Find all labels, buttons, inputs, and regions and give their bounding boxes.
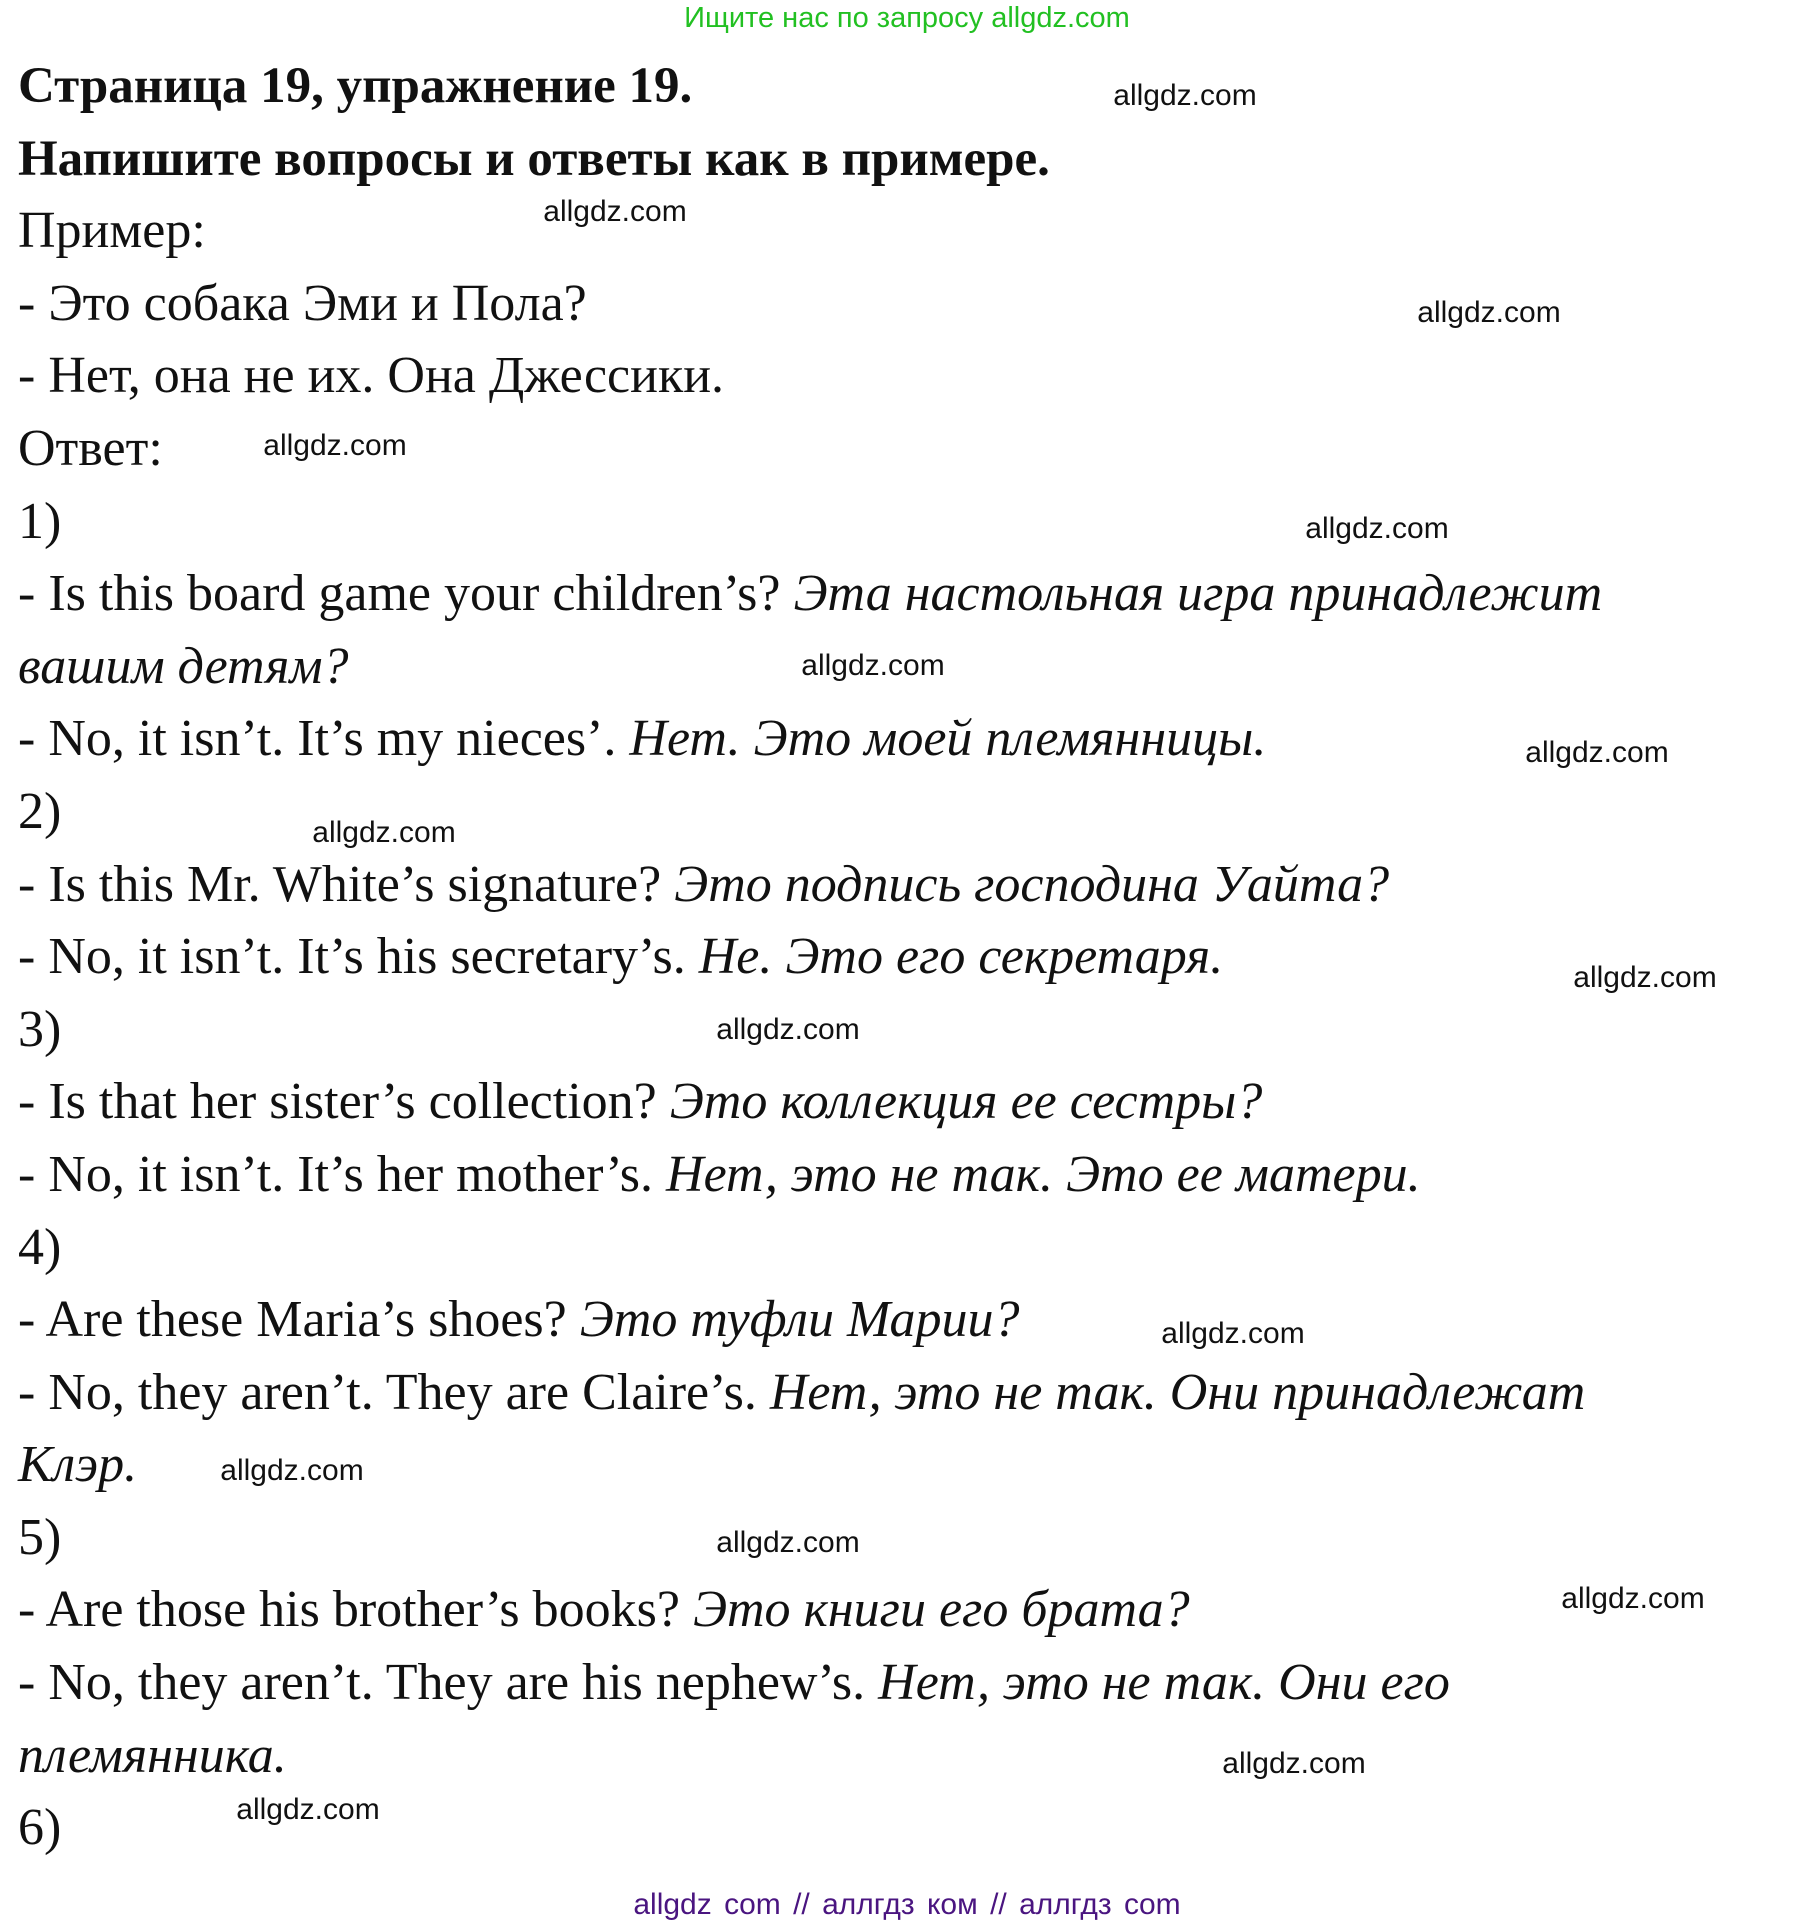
- question-en: - Are these Maria’s shoes?: [18, 1291, 580, 1349]
- item-number: 5): [18, 1508, 62, 1566]
- answer-line: [18, 1357, 1808, 1430]
- watermark: allgdz.com: [716, 1013, 860, 1046]
- item-number: 1): [18, 492, 62, 550]
- answer-ru: Нет, это не так. Это ее матери.: [666, 1145, 1421, 1203]
- watermark: allgdz.com: [1113, 79, 1257, 112]
- watermark: allgdz.com: [1161, 1317, 1305, 1350]
- question-ru: Это книги его брата?: [692, 1581, 1190, 1639]
- answer-line: [18, 921, 1808, 994]
- question-line: [18, 849, 1808, 922]
- watermark: allgdz.com: [543, 195, 687, 228]
- watermark: allgdz.com: [716, 1526, 860, 1559]
- item-number: 3): [18, 1000, 62, 1058]
- task-text: Напишите вопросы и ответы как в примере.: [18, 130, 1050, 187]
- watermark: allgdz.com: [1525, 736, 1669, 769]
- top-banner: Ищите нас по запросу allgdz.com: [684, 2, 1130, 34]
- watermark: allgdz.com: [1417, 296, 1561, 329]
- answer-ru: Нет, это не так. Они принадлежат: [769, 1363, 1586, 1421]
- question-en: - Is this Mr. White’s signature?: [18, 855, 675, 913]
- question-ru: Это коллекция ее сестры?: [669, 1073, 1263, 1131]
- watermark: allgdz.com: [1573, 961, 1717, 994]
- answer-label: Ответ:: [18, 419, 163, 477]
- item-number: 4): [18, 1218, 62, 1276]
- item-number: 6): [18, 1799, 62, 1857]
- question-line: [18, 1066, 1808, 1139]
- watermark: allgdz.com: [236, 1793, 380, 1826]
- answer-ru: Нет. Это моей племянницы.: [629, 710, 1267, 768]
- watermark: allgdz.com: [1222, 1747, 1366, 1780]
- watermark: allgdz.com: [220, 1454, 364, 1487]
- question-ru: Эта настольная игра принадлежит: [793, 565, 1603, 623]
- answer-line: [18, 1139, 1808, 1212]
- answer-en: - No, it isn’t. It’s his secretary’s.: [18, 928, 699, 986]
- answer-line: [18, 1647, 1808, 1720]
- question-en: - Is that her sister’s collection?: [18, 1073, 670, 1131]
- page-title: Страница 19, упражнение 19.: [18, 58, 693, 114]
- example-answer: - Нет, она не их. Она Джессики.: [18, 347, 725, 405]
- question-line: [18, 1574, 1808, 1647]
- watermark: allgdz.com: [263, 429, 407, 462]
- example-label: Пример:: [18, 202, 206, 260]
- watermark: allgdz.com: [1305, 512, 1449, 545]
- answer-ru-cont: Клэр.: [18, 1436, 138, 1494]
- watermark: allgdz.com: [312, 816, 456, 849]
- answer-ru: Не. Это его секретаря.: [698, 928, 1224, 986]
- question-ru: Это туфли Марии?: [579, 1291, 1020, 1349]
- item-number: 2): [18, 782, 62, 840]
- question-ru-cont: вашим детям?: [18, 637, 349, 695]
- answer-en: - No, it isn’t. It’s her mother’s.: [18, 1145, 667, 1203]
- example-question: - Это собака Эми и Пола?: [18, 274, 587, 332]
- answer-ru-cont: племянника.: [18, 1726, 287, 1784]
- watermark: allgdz.com: [1561, 1582, 1705, 1615]
- question-en: - Are those his brother’s books?: [18, 1581, 693, 1639]
- answer-en: - No, it isn’t. It’s my nieces’.: [18, 710, 630, 768]
- watermark: allgdz.com: [801, 649, 945, 682]
- answer-en: - No, they aren’t. They are Claire’s.: [18, 1363, 770, 1421]
- answer-en: - No, they aren’t. They are his nephew’s.: [18, 1654, 879, 1712]
- question-ru: Это подпись господина Уайта?: [674, 855, 1390, 913]
- question-en: - Is this board game your children’s?: [18, 565, 794, 623]
- answer-ru: Нет, это не так. Они его: [878, 1654, 1450, 1712]
- question-line: [18, 558, 1808, 631]
- question-line: [18, 1284, 1808, 1357]
- footer-links: allgdz com // аллгдз ком // аллгдз com: [633, 1888, 1181, 1921]
